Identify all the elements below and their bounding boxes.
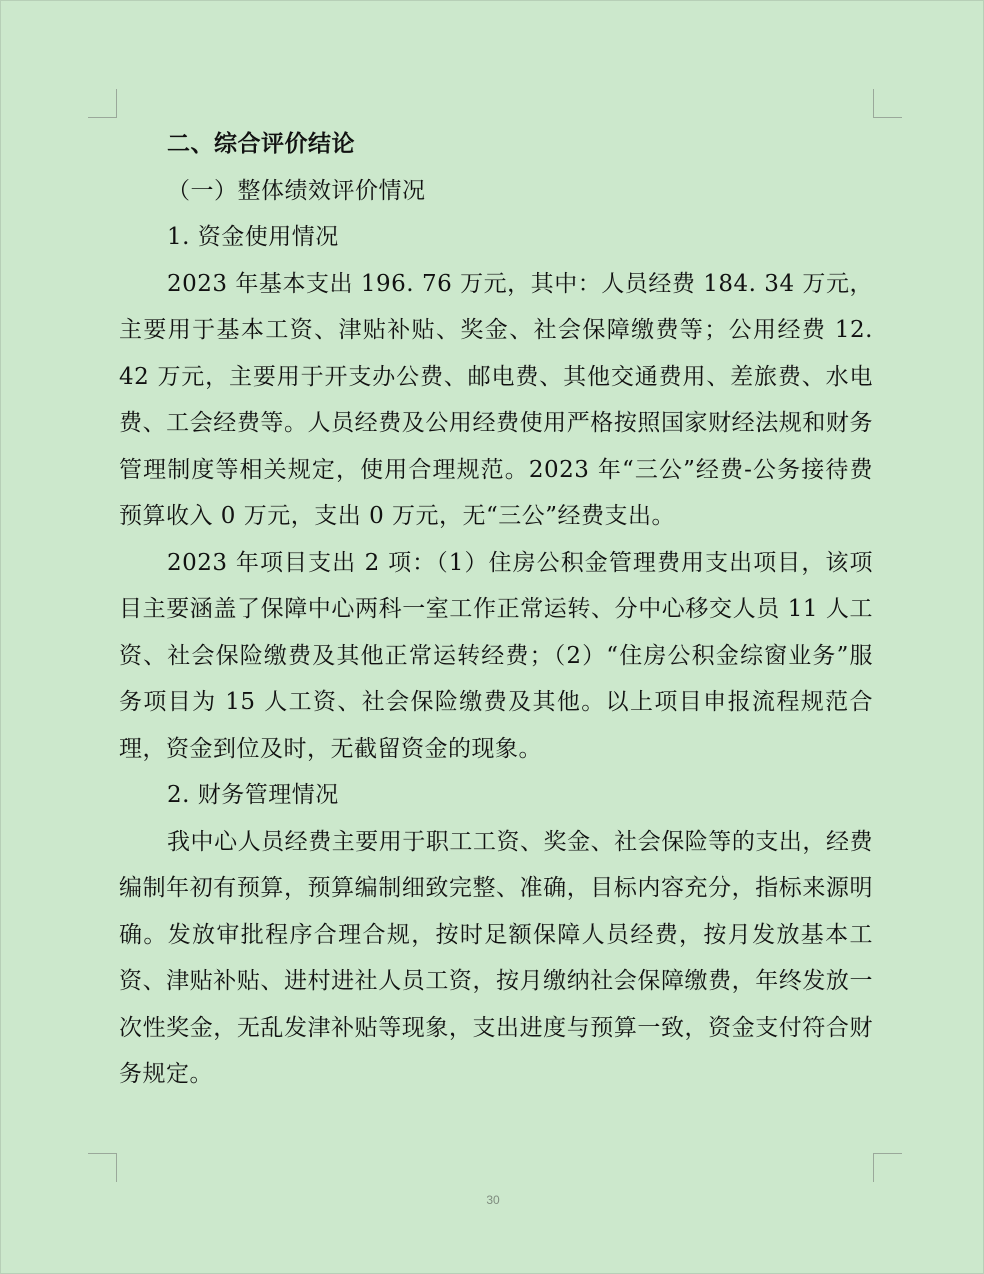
document-body <box>119 121 873 1098</box>
paragraph-basic-expenditure: 2023 年基本支出 196. 76 万元，其中：人员经费 184. 34 万元，主要用于基本工资、津贴补贴、奖金、社会保障缴费等；公用经费 12. 42 万元，主要用于开支办公费、邮电费、其他交通费用、差旅费、水电费、工会经费等。人员经费及公用经费使用严格按照国家财经法规和财务管理制度等相关规定，使用合理规范。2023 年“三公”经费-公务接待费预算收入 0 万元，支出 0 万元，无“三公”经费支出。 <box>119 270 873 529</box>
crop-mark-top-right <box>873 89 902 118</box>
crop-mark-bottom-left <box>88 1153 117 1182</box>
subsection-heading: （一）整体绩效评价情况 <box>167 177 426 204</box>
item-heading-financial-management: 2. 财务管理情况 <box>167 782 339 808</box>
item-heading-fund-usage: 1. 资金使用情况 <box>167 224 339 250</box>
page-number: 30 <box>486 1193 500 1207</box>
crop-mark-bottom-right <box>873 1153 902 1182</box>
crop-mark-top-left <box>88 89 117 118</box>
paragraph-financial-management: 我中心人员经费主要用于职工工资、奖金、社会保险等的支出，经费编制年初有预算，预算编制细致完整、准确，目标内容充分，指标来源明确。发放审批程序合理合规，按时足额保障人员经费，按月发放基本工资、津贴补贴、进村进社人员工资，按月缴纳社会保障缴费，年终发放一次性奖金，无乱发津补贴等现象，支出进度与预算一致，资金支付符合财务规定。 <box>119 828 873 1087</box>
paragraph-project-expenditure: 2023 年项目支出 2 项：（1）住房公积金管理费用支出项目，该项目主要涵盖了保障中心两科一室工作正常运转、分中心移交人员 11 人工资、社会保险缴费及其他正常运转经费；（2）“住房公积金综窗业务”服务项目为 15 人工资、社会保险缴费及其他。以上项目申报流程规范合理，资金到位及时，无截留资金的现象。 <box>119 549 873 762</box>
section-heading: 二、综合评价结论 <box>167 131 355 157</box>
